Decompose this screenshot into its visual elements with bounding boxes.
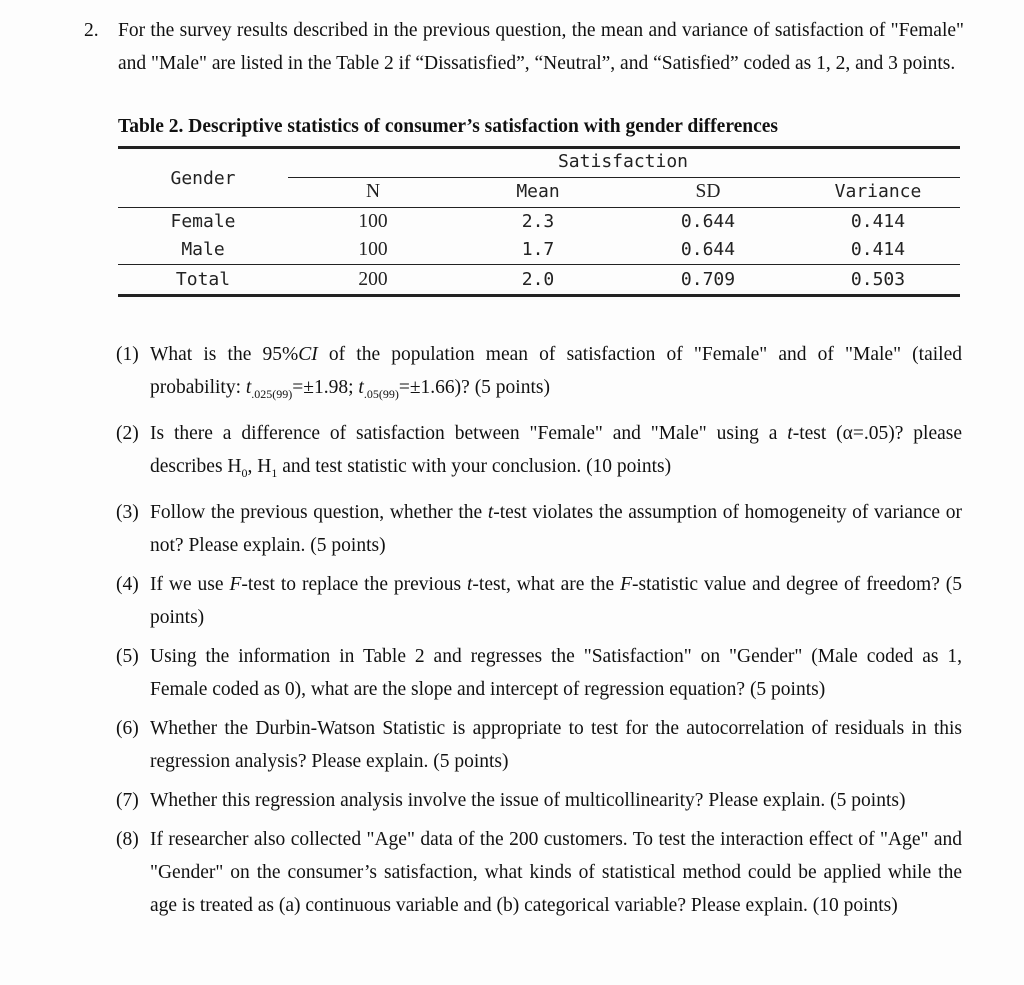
subquestion-number: (5)	[116, 645, 139, 667]
table-row-female-gender: Female	[170, 211, 236, 232]
subquestion-text: Is there a difference of satisfaction between "Female" and "Male" using a	[150, 422, 788, 444]
t-symbol: t	[358, 377, 364, 398]
subquestion-text: Whether this regression analysis involve the issue of multicollinearity? Please explain. (5 points)	[150, 789, 906, 811]
question-2-text: For the survey results described in the previous question, the mean and variance of satisfaction of "Female" and "Male" are listed in the Table 2 if “Dissatisfied”, “Neutral”, and “Satisfied” coded as 1, 2, and 3 points.	[118, 20, 964, 74]
subquestion-text: Follow the previous question, whether the	[150, 501, 488, 523]
subquestion-list	[116, 338, 962, 928]
question-number: 2.	[84, 20, 99, 41]
question-2	[84, 14, 964, 80]
subquestion-number: (8)	[116, 828, 139, 850]
table-row-male-sd: 0.644	[680, 239, 736, 260]
ci-term: CI	[298, 344, 318, 365]
subquestion-text: What is the 95%	[150, 344, 299, 365]
table-row-male-gender: Male	[181, 239, 225, 260]
subquestion-text: -test violates the assumption of homogeneity of variance or not? Please explain. (5 points)	[150, 501, 962, 556]
subquestion-text: If we use	[150, 573, 230, 595]
h1-subscript: 1	[271, 465, 278, 480]
column-header-variance: Variance	[834, 181, 922, 202]
subquestion-7	[116, 784, 962, 817]
table-row-male-mean: 1.7	[521, 239, 555, 260]
subquestion-number: (6)	[116, 717, 139, 739]
f-symbol: F	[620, 573, 632, 595]
table-row-total-gender: Total	[175, 269, 231, 290]
table-row-total-variance: 0.503	[850, 269, 906, 290]
table-row-female-n: 100	[358, 211, 388, 232]
subquestion-text: -test to replace the previous	[241, 573, 467, 595]
subquestion-text: =±1.98;	[292, 377, 359, 398]
t-symbol: t	[787, 422, 793, 444]
subquestion-number: (4)	[116, 573, 139, 595]
subquestion-text: If researcher also collected "Age" data of the 200 customers. To test the interaction effect of "Age" and "Gender" on the consumer’s satisfaction, what kinds of statistical method could be applied while the age is treated as (a) continuous variable and (b) categorical variable? Please explain. (10 points)	[150, 828, 962, 916]
t-symbol: t	[487, 501, 494, 523]
t-symbol: t	[466, 573, 473, 595]
subquestion-3	[116, 496, 962, 562]
subquestion-text: , H	[247, 455, 272, 477]
f-symbol: F	[229, 573, 242, 595]
table-row-female-variance: 0.414	[850, 211, 906, 232]
satisfaction-header: Satisfaction	[557, 151, 689, 172]
table-row-total-sd: 0.709	[680, 269, 736, 290]
table-top-rule	[118, 146, 960, 149]
subquestion-number: (7)	[116, 789, 139, 811]
subquestion-6	[116, 712, 962, 778]
subquestion-text: -test, what are the	[472, 573, 621, 595]
subquestion-1	[116, 338, 962, 411]
table-row-female-sd: 0.644	[680, 211, 736, 232]
table-bottom-rule	[118, 294, 960, 297]
subquestion-number: (2)	[116, 422, 139, 444]
total-row-rule	[118, 264, 960, 265]
subquestion-number: (3)	[116, 501, 139, 523]
subquestion-5	[116, 640, 962, 706]
column-header-n: N	[365, 181, 381, 202]
subquestion-text: Using the information in Table 2 and regresses the "Satisfaction" on "Gender" (Male coded as 1, Female coded as 0), what are the slope and intercept of regression equation? (5 points)	[150, 645, 962, 700]
satisfaction-group-rule	[288, 177, 960, 178]
subquestion-text: -statistic value and degree of freedom? (5 points)	[150, 573, 963, 628]
subquestion-8	[116, 823, 962, 922]
table-row-total-mean: 2.0	[521, 269, 555, 290]
subquestion-4	[116, 568, 962, 634]
subquestion-text: Whether the Durbin-Watson Statistic is appropriate to test for the autocorrelation of residuals in this regression analysis? Please explain. (5 points)	[150, 717, 962, 772]
table-title: Table 2. Descriptive statistics of consumer’s satisfaction with gender differences	[118, 116, 779, 137]
table-row-female-mean: 2.3	[521, 211, 555, 232]
subquestion-text: -test (α=.05)? please describes H	[150, 422, 962, 477]
subquestion-text: =±1.66)? (5 points)	[398, 377, 550, 398]
t-subscript: .05(99)	[363, 386, 399, 401]
t-subscript: .025(99)	[251, 386, 293, 401]
t-symbol: t	[245, 377, 252, 398]
header-bottom-rule	[118, 207, 960, 208]
subquestion-number: (1)	[116, 344, 139, 365]
subquestion-text: of the population mean of satisfaction of "Female" and of "Male" (tailed probability:	[150, 344, 962, 398]
h0-subscript: 0	[241, 465, 248, 480]
table-row-male-n: 100	[358, 239, 388, 260]
subquestion-text: and test statistic with your conclusion. (10 points)	[277, 455, 672, 477]
column-header-sd: SD	[695, 181, 721, 202]
subquestion-2	[116, 417, 962, 490]
table-row-total-n: 200	[358, 269, 388, 290]
table-row-male-variance: 0.414	[850, 239, 906, 260]
column-header-mean: Mean	[516, 181, 560, 202]
descriptive-statistics-table	[118, 146, 960, 298]
gender-header: Gender	[170, 168, 236, 189]
